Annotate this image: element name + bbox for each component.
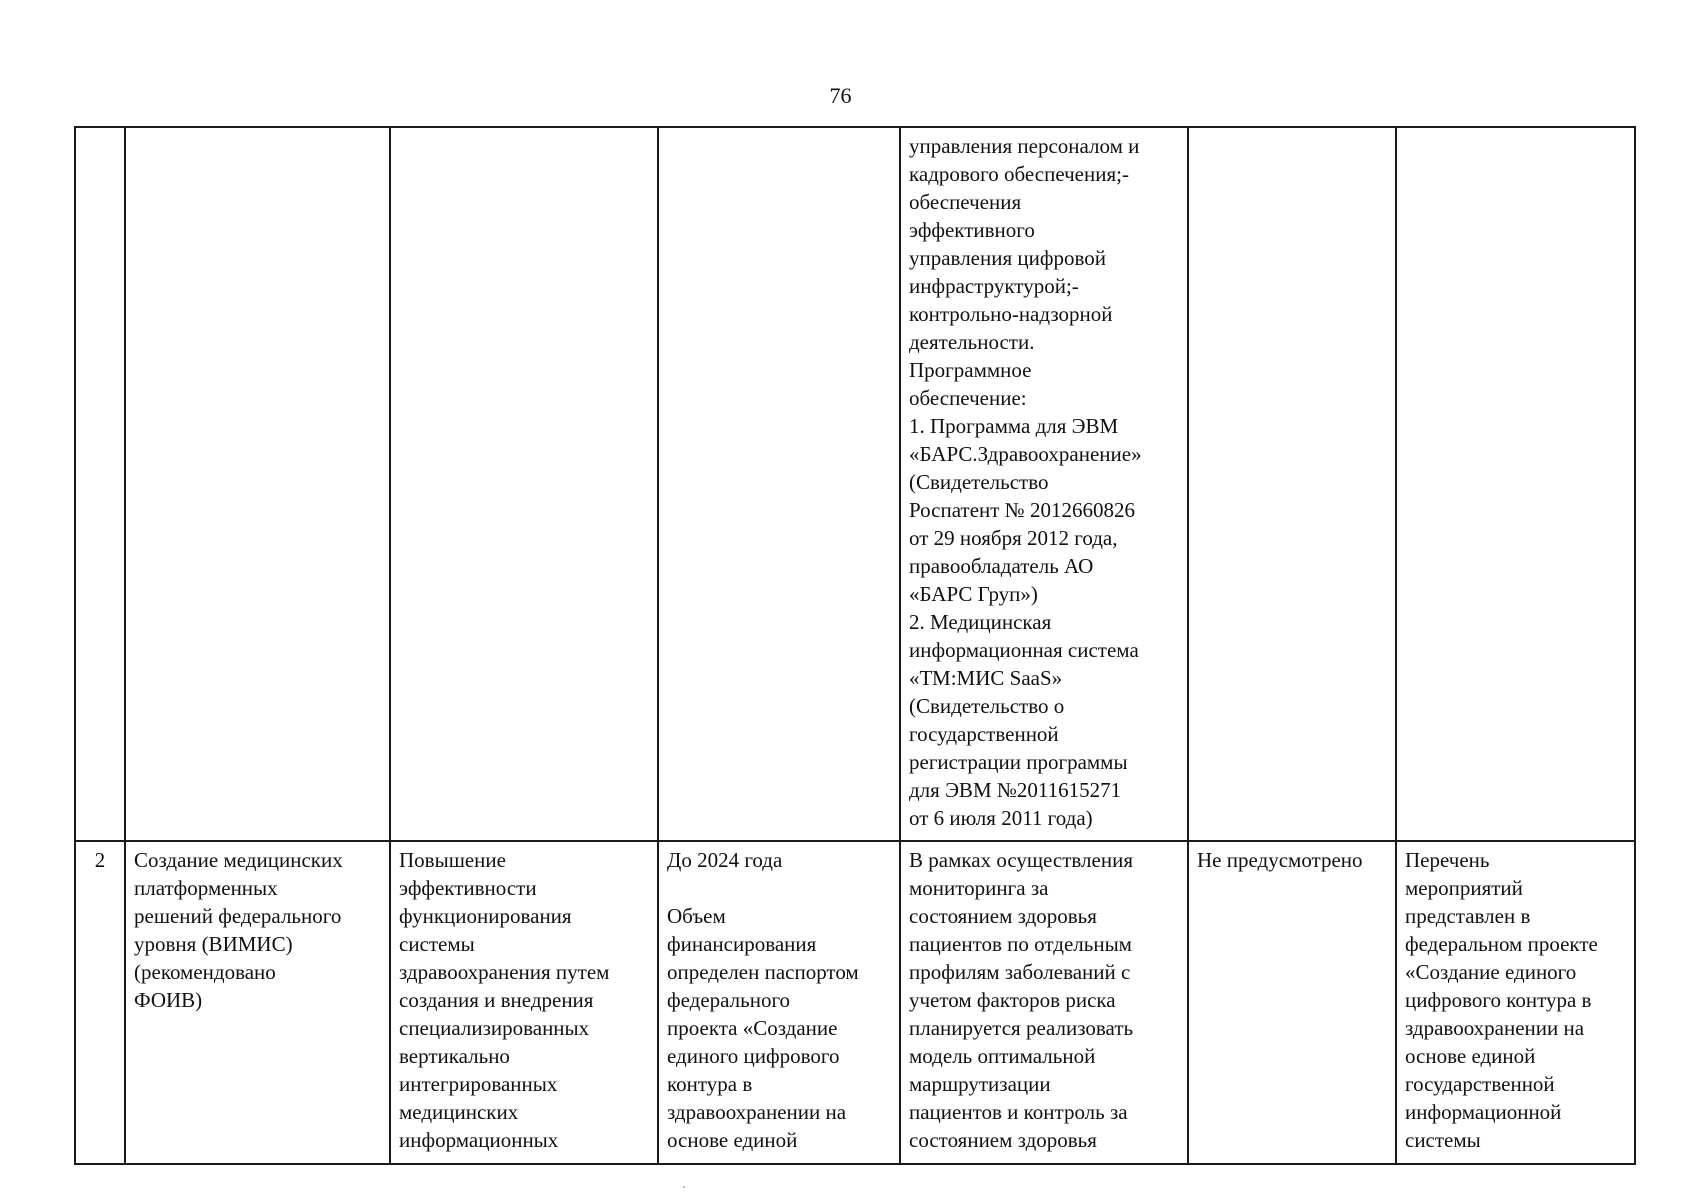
cell-notes: [1396, 127, 1635, 841]
cell-term: До 2024 года Объем финансирования определен паспортом федерального проекта «Создание единого цифрового контура в здравоохранении на основе единой: [658, 841, 900, 1164]
cell-goal: [390, 127, 658, 841]
cell-funding: Не предусмотрено: [1188, 841, 1396, 1164]
cell-name: [125, 127, 390, 841]
table-row: [75, 841, 1635, 1164]
cell-description: управления персоналом и кадрового обеспечения;- обеспечения эффективного управления цифровой инфраструктурой;- контрольно-надзорной деятельности. Программное обеспечение: 1. Программа для ЭВМ «БАРС.Здравоохранение» (Свидетельство Роспатент № 2012660826 от 29 ноября 2012 года, правообладатель АО «БАРС Груп») 2. Медицинская информационная система «ТМ:МИС SaaS» (Свидетельство о государственной регистрации программы для ЭВМ №2011615271 от 6 июля 2011 года): [900, 127, 1188, 841]
cell-goal: Повышение эффективности функционирования системы здравоохранения путем создания и внедрения специализированных вертикально интегрированных медицинских информационных: [390, 841, 658, 1164]
cell-notes: Перечень мероприятий представлен в федеральном проекте «Создание единого цифрового контура в здравоохранении на основе единой государственной информационной системы: [1396, 841, 1635, 1164]
scan-speck: [683, 1186, 685, 1188]
measures-table: [74, 126, 1636, 1165]
cell-number: [75, 127, 125, 841]
cell-number: 2: [75, 841, 125, 1164]
table-row: [75, 127, 1635, 841]
page-number: 76: [829, 83, 852, 108]
cell-funding: [1188, 127, 1396, 841]
cell-name: Создание медицинских платформенных решений федерального уровня (ВИМИС) (рекомендовано ФОИВ): [125, 841, 390, 1164]
cell-term: [658, 127, 900, 841]
cell-description: В рамках осуществления мониторинга за состоянием здоровья пациентов по отдельным профилям заболеваний с учетом факторов риска планируется реализовать модель оптимальной маршрутизации пациентов и контроль за состоянием здоровья: [900, 841, 1188, 1164]
